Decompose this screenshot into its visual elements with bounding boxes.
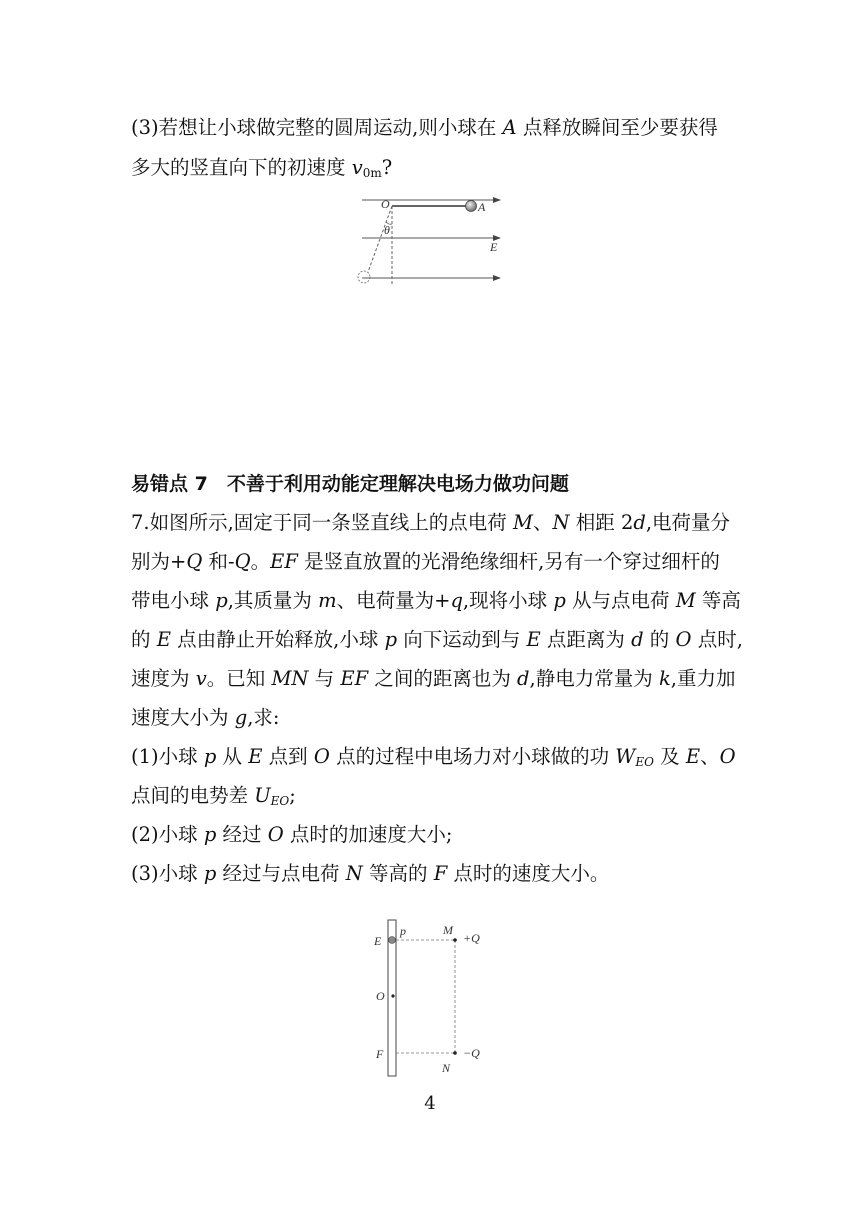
text: 多大的竖直向下的初速度 [131, 156, 352, 179]
text: ,重力加 [670, 667, 736, 690]
point-O [391, 994, 394, 997]
text: 与 [308, 667, 341, 690]
ball-dashed [358, 271, 370, 283]
label-O: O [381, 197, 390, 211]
label-A: A [478, 200, 486, 214]
text: 点距离为 [540, 628, 632, 651]
var: M [513, 511, 533, 534]
p7-line6 [131, 705, 741, 731]
text: 、 [532, 511, 553, 534]
text: 相距 2 [569, 511, 634, 534]
text: 速度为 [131, 667, 196, 690]
text: 是竖直放置的光滑绝缘细杆,另有一个穿过细杆的 [297, 550, 720, 573]
var: O [313, 745, 330, 768]
dashed-string [368, 206, 392, 272]
label-minusQ: −Q [463, 1046, 480, 1060]
var: p [203, 745, 217, 768]
text: 点时的速度大小。 [447, 862, 610, 885]
text: (2)小球 [131, 823, 204, 846]
var: MN [271, 667, 309, 690]
var: O [267, 823, 284, 846]
text: 和- [202, 550, 235, 573]
var: M [675, 589, 696, 612]
figure-rod-charges [366, 918, 496, 1080]
var: m [318, 589, 337, 612]
var: F [433, 862, 448, 885]
p7-line7 [131, 744, 741, 775]
text: (1)小球 [131, 745, 204, 768]
var: U [254, 784, 271, 807]
p7-line5 [131, 666, 741, 692]
label-O: O [376, 989, 385, 1003]
text: ,求: [247, 706, 280, 729]
var-v: v [351, 156, 363, 179]
figure-pendulum [350, 192, 510, 292]
var: W [615, 745, 636, 768]
text: ,电荷量分 [645, 511, 731, 534]
text: 点由静止开始释放,小球 [170, 628, 385, 651]
var: p [384, 628, 398, 651]
text: 向下运动到与 [397, 628, 527, 651]
p7-line3 [131, 588, 741, 614]
text: 。 [250, 550, 271, 573]
var: O [675, 628, 692, 651]
var: E [685, 745, 701, 768]
var: p [203, 862, 217, 885]
p7-line2 [131, 549, 741, 575]
ball-p [389, 937, 396, 944]
text: 从与点电荷 [565, 589, 676, 612]
var: v [195, 667, 207, 690]
p7-line4 [131, 627, 741, 653]
p7-line10 [131, 861, 741, 887]
text: 点的过程中电场力对小球做的功 [329, 745, 616, 768]
text: 的 [131, 628, 157, 651]
subscript: EO [635, 755, 654, 769]
text: 等高的 [362, 862, 434, 885]
var: N [345, 862, 363, 885]
var: d [633, 511, 646, 534]
text: 点时, [691, 628, 743, 651]
var: E [526, 628, 541, 651]
p7-line9 [131, 822, 741, 848]
ball-A [466, 201, 477, 212]
label-p: p [400, 924, 406, 938]
text: 、 [700, 745, 720, 768]
text: 经过与点电荷 [216, 862, 346, 885]
text: 之间的距离也为 [368, 667, 518, 690]
p7-line8 [131, 783, 741, 814]
text: ,静电力常量为 [529, 667, 659, 690]
label-E: E [490, 240, 498, 254]
text: 别为+ [131, 550, 187, 573]
label-theta: θ [384, 223, 390, 237]
var: d [517, 667, 530, 690]
text: 点释放瞬间至少要获得 [516, 116, 718, 139]
var: E [156, 628, 171, 651]
p7-line1 [131, 510, 741, 536]
text: ,其质量为 [227, 589, 319, 612]
text: 及 [653, 745, 686, 768]
text: ,现将小球 [462, 589, 554, 612]
label-E: E [374, 934, 382, 948]
var: k [658, 667, 671, 690]
text: 经过 [216, 823, 268, 846]
var: N [552, 511, 570, 534]
text: 速度大小为 [131, 706, 235, 729]
charge-N [453, 1051, 457, 1055]
q3-line1 [131, 115, 741, 141]
charge-M [453, 938, 457, 942]
var: Q [186, 550, 203, 573]
var: EF [340, 667, 369, 690]
label-plusQ: +Q [463, 931, 480, 945]
page-number: 4 [424, 1093, 436, 1114]
label-F: F [376, 1047, 384, 1061]
text: 点时的加速度大小; [283, 823, 453, 846]
label-M: M [443, 923, 453, 937]
q3-line2 [131, 155, 741, 186]
text: 点间的电势差 [131, 784, 255, 807]
var: q [450, 589, 463, 612]
label-N: N [442, 1061, 451, 1075]
text: 7.如图所示,固定于同一条竖直线上的点电荷 [131, 511, 514, 534]
text: ? [381, 156, 393, 179]
text: (3)若想让小球做完整的圆周运动,则小球在 [131, 116, 503, 139]
text: 、电荷量为+ [336, 589, 451, 612]
var: g [234, 706, 248, 729]
var: d [631, 628, 644, 651]
section-heading: 易错点 7 不善于利用动能定理解决电场力做功问题 [131, 473, 569, 495]
text: 从 [216, 745, 249, 768]
text: ; [289, 784, 296, 807]
text: 。已知 [206, 667, 272, 690]
var: p [215, 589, 228, 612]
var: O [719, 745, 736, 768]
text: 等高 [695, 589, 741, 612]
text: (3)小球 [131, 862, 204, 885]
var: E [248, 745, 263, 768]
text: 带电小球 [131, 589, 216, 612]
var: EF [270, 550, 298, 573]
subscript: 0m [362, 166, 382, 180]
var-A: A [502, 116, 517, 139]
var: p [553, 589, 566, 612]
subscript: EO [270, 794, 290, 808]
text: 的 [643, 628, 676, 651]
var: Q [234, 550, 251, 573]
text: 点到 [262, 745, 314, 768]
var: p [203, 823, 217, 846]
